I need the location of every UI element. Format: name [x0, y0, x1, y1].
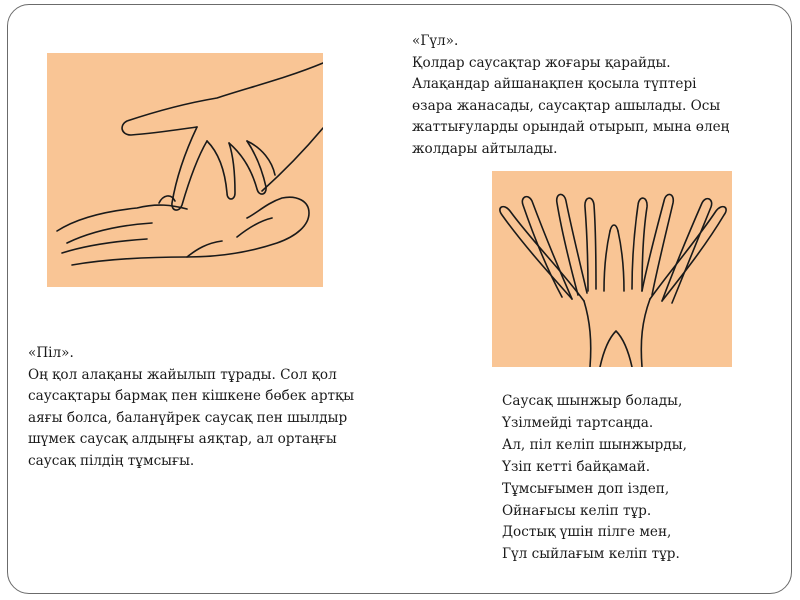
poem-line: Ойнағысы келіп тұр. — [502, 502, 652, 519]
gul-description — [412, 31, 729, 161]
poem-line: Ал, піл келіп шынжырды, — [502, 436, 687, 453]
pil-line: Оң қол алақаны жайылып тұрады. Сол қол — [28, 366, 337, 383]
pil-title: «Піл». — [28, 345, 74, 361]
pil-description — [28, 343, 354, 473]
poem-line: Үзіп кетті байқамай. — [502, 458, 651, 475]
poem-line: Достық үшін пілге мен, — [502, 524, 672, 541]
hands-flower-illustration — [492, 171, 732, 367]
gul-line: Қолдар саусақтар жоғары қарайды. — [412, 54, 671, 71]
gul-title: «Гүл». — [412, 33, 459, 49]
gul-line: жолдары айтылады. — [412, 140, 558, 157]
pil-line: шүмек саусақ алдыңғы аяқтар, ал ортаңғы — [28, 431, 337, 448]
gul-line: жаттығуларды орындай отырып, мына өлең — [412, 119, 730, 136]
poem-line: Үзілмейді тартсаңда. — [502, 414, 654, 431]
poem-line: Гүл сыйлағым келіп тұр. — [502, 546, 680, 563]
gul-line: Алақандар айшанақпен қосыла түптері — [412, 76, 697, 93]
hands-flower-drawing — [492, 171, 732, 367]
pil-line: аяғы болса, баланүйрек саусақ пен шылдыр — [28, 409, 348, 426]
hand-elephant-illustration — [47, 53, 323, 287]
poem — [502, 391, 687, 566]
pil-line: саусақ пілдің тұмсығы. — [28, 452, 195, 469]
gul-line: өзара жанасады, саусақтар ашылады. Осы — [412, 97, 721, 114]
poem-line: Тұмсығымен доп іздеп, — [502, 480, 670, 497]
hand-elephant-drawing — [47, 53, 323, 287]
poem-line: Саусақ шынжыр болады, — [502, 393, 683, 409]
pil-line: саусақтары бармақ пен кішкене бөбек артқы — [28, 388, 355, 405]
